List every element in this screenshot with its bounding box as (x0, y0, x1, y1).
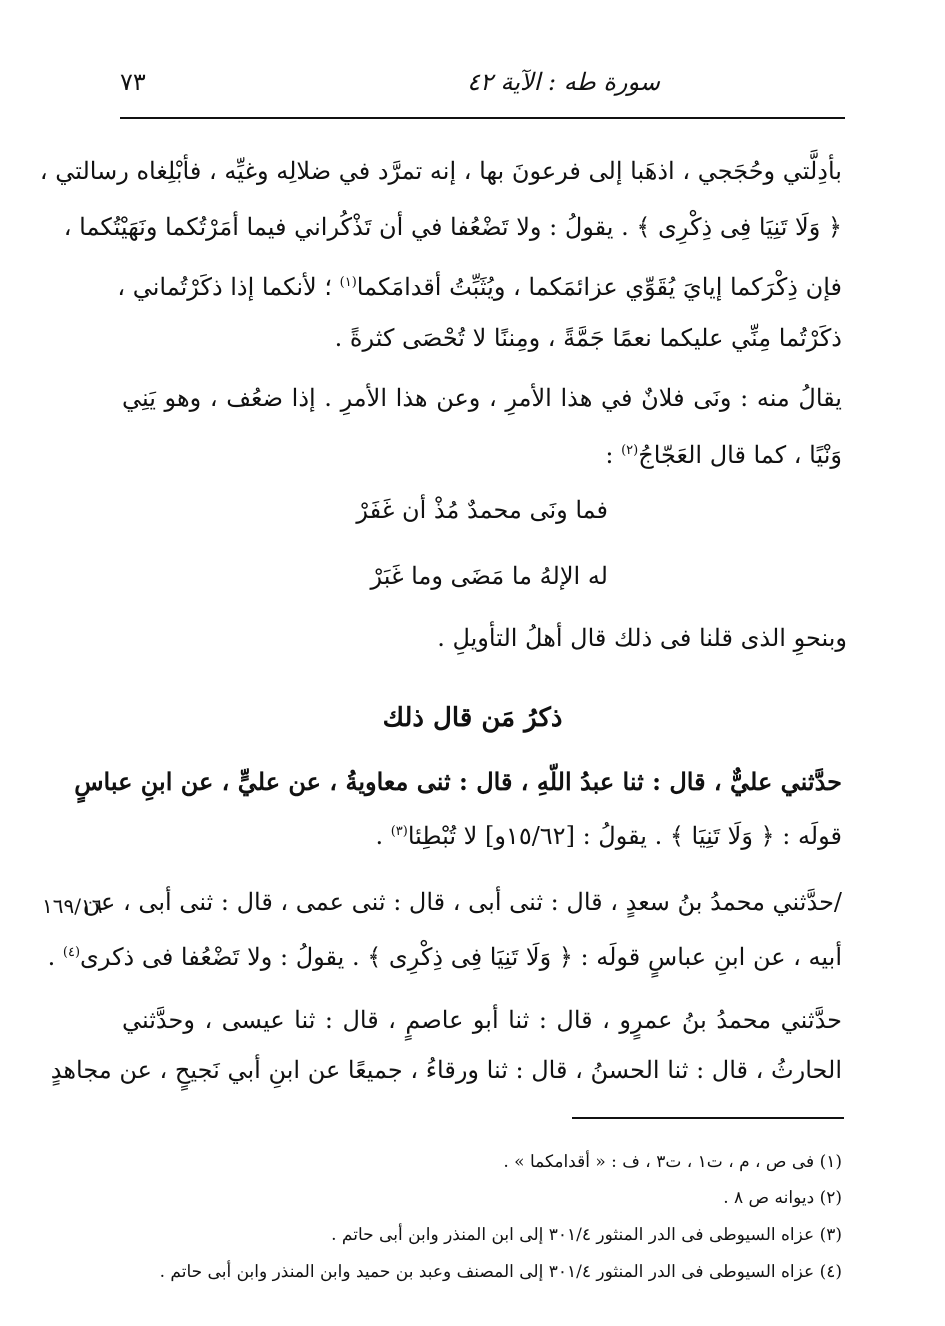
text-segment: حدَّثني عليٌّ ، قال : ثنا عبدُ اللّهِ ، قال : ثنى معاويةُ ، عن عليٍّ ، عن ابنِ عباسٍ (74, 767, 842, 796)
verse-line: له الإلهُ ما مَضَى وما غَبَرْ (370, 562, 608, 590)
text-line: وبنحوِ الذى قلنا فى ذلك قال أهلُ التأويلِ . (437, 624, 847, 652)
footnote: (٤) عزاه السيوطى فى الدر المنثور ٣٠١/٤ إلى المصنف وعبد بن حميد وابن المنذر وابن أبى حاتم . (159, 1262, 842, 1282)
text-line (117, 263, 842, 303)
text-segment: . (47, 943, 56, 971)
text-line: يقالُ منه : ونَى فلانٌ في هذا الأمرِ ، وعن هذا الأمرِ . إذا ضعُف ، وهو يَنِي (122, 384, 842, 412)
text-segment: وَنْيًا ، كما قال العَجّاجُ (638, 441, 842, 469)
text-line: الحارثُ ، قال : ثنا الحسنُ ، قال : ثنا ورقاءُ ، جميعًا عن ابنِ أبي نَجيحٍ ، عن مجاهدٍ (50, 1056, 842, 1084)
text-segment: ؛ لأنكما إذا ذكَرْتُماني ، (117, 273, 332, 301)
text-segment: . (375, 822, 384, 850)
text-line (47, 933, 842, 973)
text-segment: حدَّثني محمدُ بنُ عمرٍو ، قال : ثنا أبو عاصمٍ ، قال : ثنا عيسى ، وحدَّثني (122, 1006, 842, 1034)
page-header (120, 62, 845, 114)
text-line: ذكَرْتُما مِنِّي عليكما نعمًا جَمَّةً ، ومِننًا لا تُحْصَى كثرةً . (334, 324, 842, 352)
header-rule (120, 117, 845, 119)
text-segment: أبيه ، عن ابنِ عباسٍ قولَه : ﴿ وَلَا تَنِيَا فِى ذِكْرِى ﴾ . يقولُ : ولا تَضْعُفا فى ذكرى (80, 943, 842, 971)
text-line: بأدِلَّتي وحُجَجي ، اذهَبا إلى فرعونَ بها ، إنه تمرَّد في ضلالِه وغيِّه ، فأبْلِغاه رسالتي ، (39, 157, 842, 185)
footnote-ref: (١) (339, 275, 357, 290)
footnote-ref: (٣) (390, 824, 408, 839)
verse-line: فما ونَى محمدٌ مُذْ أن غَفَرْ (356, 496, 608, 524)
text-segment: قولَه : ﴿ وَلَا تَنِيَا ﴾ . يقولُ : [١٥/٦٢و] لا تُبْطِئا (407, 822, 842, 850)
footnote: (٢) ديوانه ص ٨ . (723, 1188, 842, 1208)
text-line (122, 1000, 842, 1040)
footnote: (١) فى ص ، م ، ت١ ، ت٣ ، ف : « أقدامكما » . (503, 1152, 842, 1172)
page-number: ٧٣ (120, 68, 146, 96)
footnote: (٣) عزاه السيوطى فى الدر المنثور ٣٠١/٤ إلى ابن المنذر وابن أبى حاتم . (331, 1225, 842, 1245)
text-segment: فإن ذِكْرَكما إيايَ يُقَوِّي عزائمَكما ، ويُثَبِّتُ أقدامَكما (356, 273, 842, 301)
text-line (82, 882, 842, 922)
running-title: سورة طه : الآية ٤٢ (467, 68, 660, 96)
section-heading: ذكرُ مَن قال ذلك (382, 703, 563, 733)
marginal-reference: ١٦٩/١٦ (42, 894, 103, 918)
footnote-ref: (٢) (621, 443, 639, 458)
text-segment: /حدَّثني محمدُ بنُ سعدٍ ، قال : ثنى أبى ، قال : ثنى عمى ، قال : ثنى أبى ، عن (82, 888, 842, 916)
text-line (122, 431, 842, 471)
footnote-rule (572, 1117, 844, 1119)
text-line (122, 812, 842, 852)
text-line: ﴿ وَلَا تَنِيَا فِى ذِكْرِى ﴾ . يقولُ : ولا تَضْعُفا في أن تَذْكُراني فيما أمَرْتُكما ونَهَيْتُكما ، (63, 213, 842, 241)
footnote-ref: (٤) (62, 945, 81, 960)
text-line (74, 762, 842, 802)
text-segment: : (605, 441, 614, 469)
